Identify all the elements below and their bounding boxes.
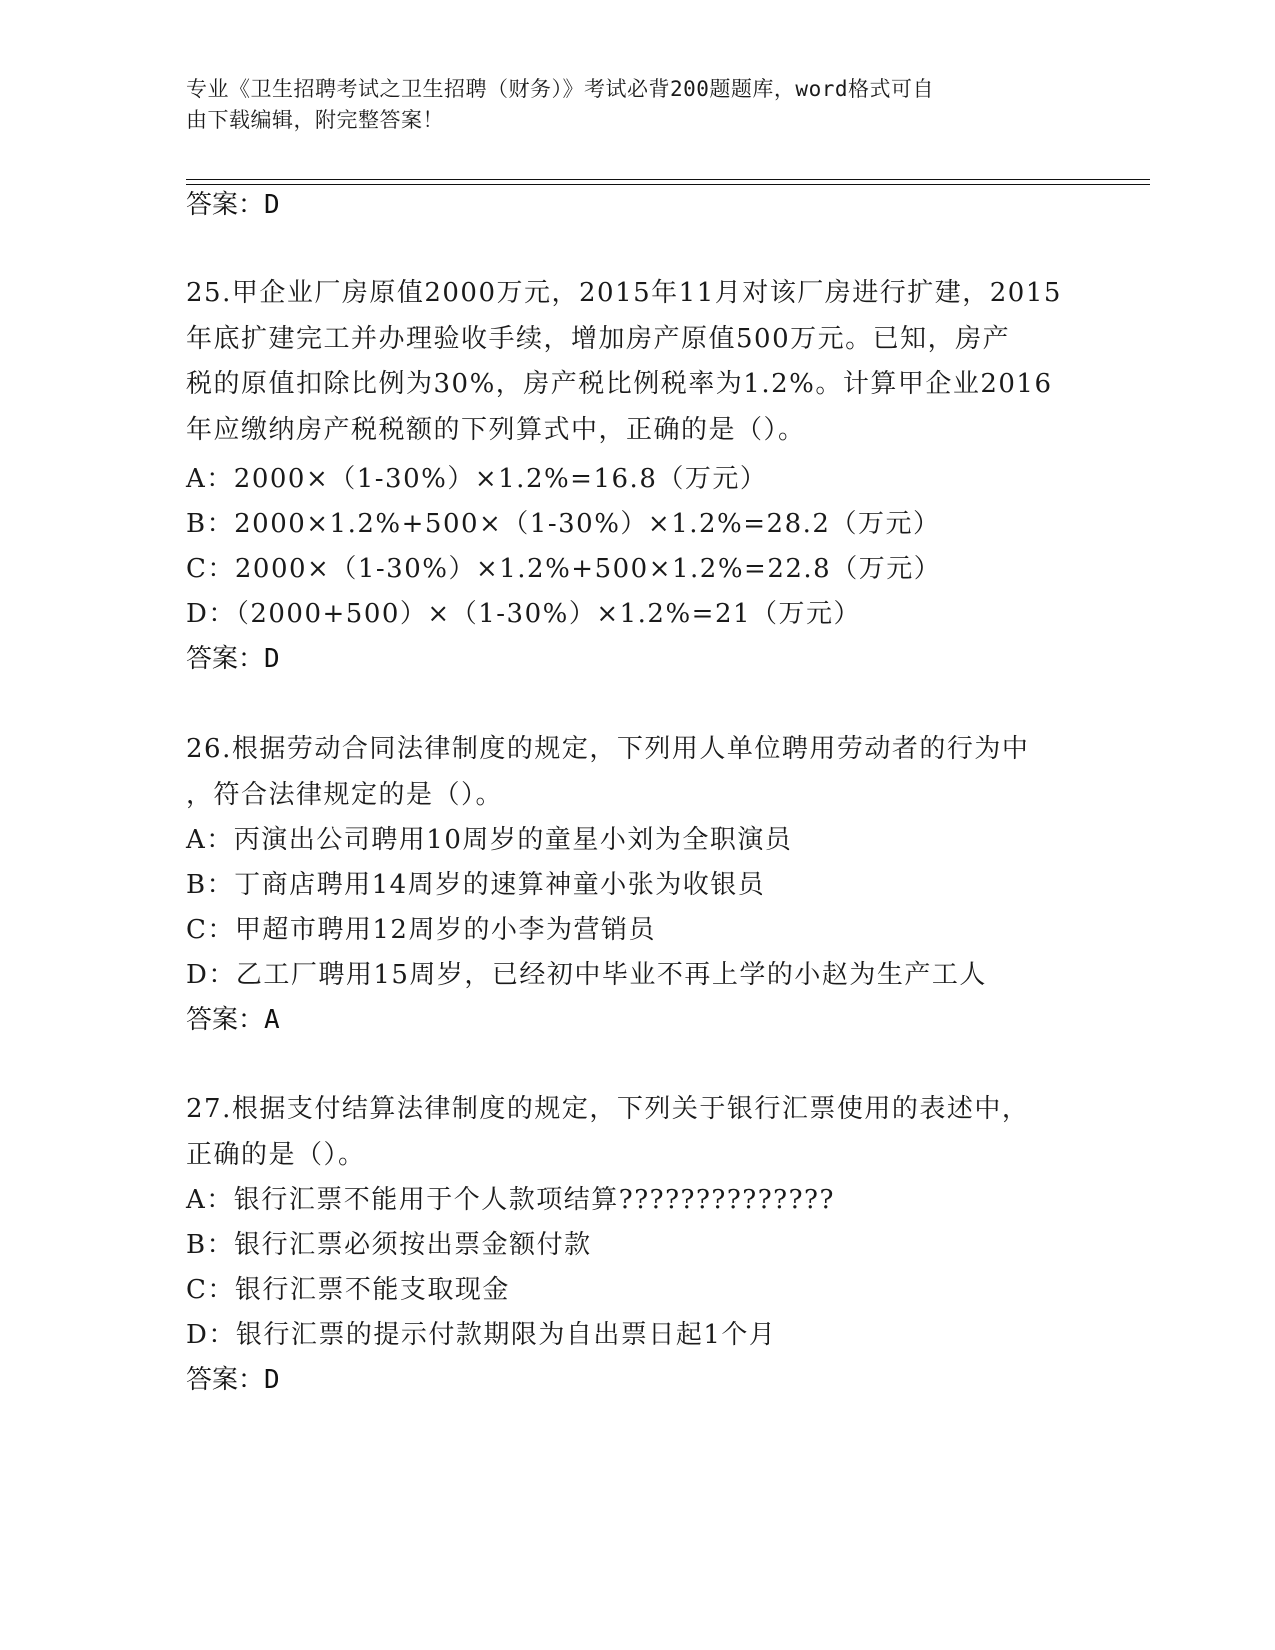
- question-25-option-d: D：（2000+500）×（1-30%）×1.2%=21（万元）: [186, 599, 862, 629]
- question-line: 26.根据劳动合同法律制度的规定，下列用人单位聘用劳动者的行为中: [186, 734, 1030, 764]
- question-line: ，符合法律规定的是（）。: [186, 779, 504, 810]
- question-line: 税的原值扣除比例为30%，房产税比例税率为1.2%。计算甲企业2016: [186, 369, 1053, 399]
- question-27-option-a: A：银行汇票不能用于个人款项结算??????????????: [186, 1185, 835, 1215]
- header-line-1: 专业《卫生招聘考试之卫生招聘（财务）》考试必背200题题库，word格式可自: [186, 77, 934, 101]
- question-25-option-c: C：2000×（1-30%）×1.2%+500×1.2%=22.8（万元）: [186, 554, 942, 584]
- question-26-answer: 答案：A: [186, 1005, 280, 1035]
- question-27-option-d: D：银行汇票的提示付款期限为自出票日起1个月: [186, 1320, 777, 1350]
- question-line: 正确的是（）。: [186, 1139, 366, 1170]
- question-26-text: [186, 727, 1086, 818]
- question-line: 年底扩建完工并办理验收手续，增加房产原值500万元。已知，房产: [186, 323, 1011, 354]
- question-line: 25.甲企业厂房原值2000万元，2015年11月对该厂房进行扩建，2015: [186, 278, 1062, 308]
- question-25-option-a: A：2000×（1-30%）×1.2%=16.8（万元）: [186, 464, 768, 494]
- question-line: 年应缴纳房产税税额的下列算式中，正确的是（）。: [186, 414, 806, 445]
- question-25-text: [186, 271, 1086, 453]
- question-27-text: [186, 1087, 1086, 1178]
- question-26-option-b: B：丁商店聘用14周岁的速算神童小张为收银员: [186, 870, 766, 900]
- question-25-option-b: B：2000×1.2%+500×（1-30%）×1.2%=28.2（万元）: [186, 509, 941, 539]
- question-26-option-d: D：乙工厂聘用15周岁，已经初中毕业不再上学的小赵为生产工人: [186, 960, 987, 990]
- question-27-option-b: B：银行汇票必须按出票金额付款: [186, 1230, 592, 1260]
- header-line-2: 由下载编辑，附完整答案！: [186, 108, 444, 132]
- question-27-option-c: C：银行汇票不能支取现金: [186, 1275, 510, 1305]
- document-header: [186, 74, 1066, 136]
- question-27-answer: 答案：D: [186, 1365, 280, 1395]
- question-line: 27.根据支付结算法律制度的规定，下列关于银行汇票使用的表述中，: [186, 1094, 1030, 1124]
- question-25-answer: 答案：D: [186, 644, 280, 674]
- header-divider-bottom: [186, 184, 1150, 185]
- previous-answer: 答案：D: [186, 190, 280, 220]
- question-26-option-a: A：丙演出公司聘用10周岁的童星小刘为全职演员: [186, 825, 793, 855]
- question-26-option-c: C：甲超市聘用12周岁的小李为营销员: [186, 915, 656, 945]
- header-divider-top: [186, 179, 1150, 180]
